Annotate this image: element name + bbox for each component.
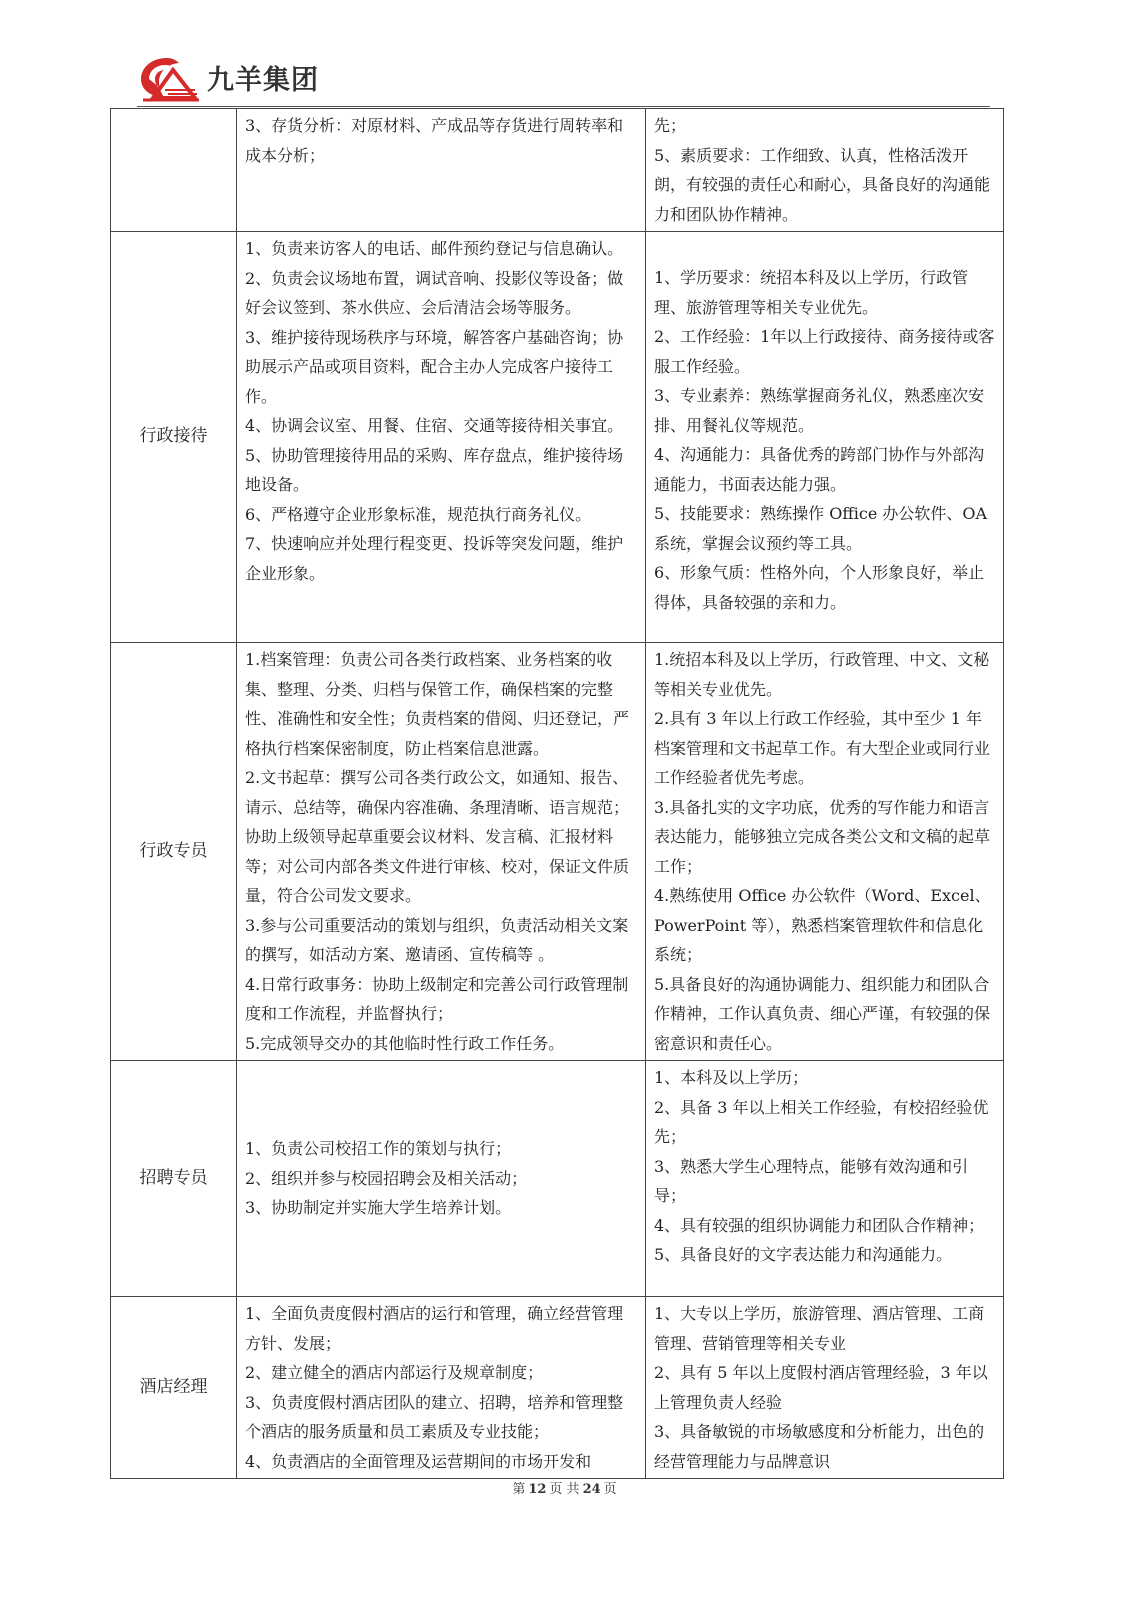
table-row bbox=[111, 1297, 1004, 1479]
job-duties-cell bbox=[237, 1061, 646, 1297]
duty-item: 7、快速响应并处理行程变更、投诉等突发问题，维护企业形象。 bbox=[245, 534, 624, 583]
requirement-item: 3、熟悉大学生心理特点，能够有效沟通和引导； bbox=[654, 1156, 969, 1205]
duty-item: 4.日常行政事务：协助上级制定和完善公司行政管理制度和工作流程，并监督执行； bbox=[245, 974, 629, 1023]
duty-item: 2、负责会议场地布置，调试音响、投影仪等设备；做好会议签到、茶水供应、会后清洁会场等服务。 bbox=[245, 268, 624, 317]
requirement-item: 3.具备扎实的文字功底，优秀的写作能力和语言表达能力，能够独立完成各类公文和文稿的起草工作； bbox=[654, 797, 991, 876]
requirement-item: 3、具备敏锐的市场敏感度和分析能力，出色的经营管理能力与品牌意识 bbox=[654, 1422, 985, 1471]
requirement-item: 1、大专以上学历，旅游管理、酒店管理、工商管理、营销管理等相关专业 bbox=[654, 1304, 985, 1353]
duty-item: 3、存货分析：对原材料、产成品等存货进行周转率和成本分析； bbox=[245, 116, 624, 165]
requirement-item: 5、具备良好的文字表达能力和沟通能力。 bbox=[654, 1245, 953, 1264]
footer-prefix: 第 bbox=[512, 1482, 526, 1497]
duty-item: 2、组织并参与校园招聘会及相关活动； bbox=[245, 1168, 528, 1188]
duty-item: 1、负责公司校招工作的策划与执行； bbox=[245, 1139, 512, 1159]
requirement-item: 4、沟通能力：具备优秀的跨部门协作与外部沟通能力，书面表达能力强。 bbox=[654, 445, 985, 494]
job-requirements-cell bbox=[646, 643, 1004, 1061]
requirement-item: 1、本科及以上学历； bbox=[654, 1068, 809, 1087]
job-requirements-cell bbox=[646, 232, 1004, 643]
requirement-item: 5、素质要求：工作细致、认真，性格活泼开朗，有较强的责任心和耐心，具备良好的沟通能力和团队协作精神。 bbox=[654, 145, 991, 224]
job-title-cell: 行政接待 bbox=[111, 232, 237, 643]
header-divider bbox=[137, 106, 990, 107]
job-duties-cell bbox=[237, 109, 646, 232]
requirement-item: 2、工作经验：1年以上行政接待、商务接待或客服工作经验。 bbox=[654, 327, 995, 376]
duty-item: 5、协助管理接待用品的采购、库存盘点，维护接待场地设备。 bbox=[245, 445, 624, 494]
table-row bbox=[111, 643, 1004, 1061]
total-page-count: 24 bbox=[582, 1482, 601, 1497]
duty-item: 4、协调会议室、用餐、住宿、交通等接待相关事宜。 bbox=[245, 416, 624, 435]
table-row bbox=[111, 109, 1004, 232]
requirement-item: 2.具有 3 年以上行政工作经验，其中至少 1 年档案管理和文书起草工作。有大型企业或同行业工作经验者优先考虑。 bbox=[654, 709, 991, 787]
job-title-cell: 酒店经理 bbox=[111, 1297, 237, 1479]
duty-item: 1、负责来访客人的电话、邮件预约登记与信息确认。 bbox=[245, 239, 624, 258]
job-title-cell: 招聘专员 bbox=[111, 1061, 237, 1297]
duty-item: 4、负责酒店的全面管理及运营期间的市场开发和 bbox=[245, 1451, 592, 1471]
duty-item: 3、维护接待现场秩序与环境，解答客户基础咨询；协助展示产品或项目资料，配合主办人完成客户接待工作。 bbox=[245, 327, 624, 406]
duty-item: 3.参与公司重要活动的策划与组织，负责活动相关文案的撰写，如活动方案、邀请函、宣传稿等 。 bbox=[245, 915, 629, 964]
requirement-item: 2、具有 5 年以上度假村酒店管理经验，3 年以上管理负责人经验 bbox=[654, 1363, 988, 1412]
requirement-item: 3、专业素养：熟练掌握商务礼仪，熟悉座次安排、用餐礼仪等规范。 bbox=[654, 386, 985, 435]
requirement-item: 6、形象气质：性格外向，个人形象良好，举止得体，具备较强的亲和力。 bbox=[654, 563, 985, 612]
requirement-item: 1、学历要求：统招本科及以上学历，行政管理、旅游管理等相关专业优先。 bbox=[654, 268, 969, 317]
duty-item: 5.完成领导交办的其他临时性行政工作任务。 bbox=[245, 1033, 565, 1053]
page-header bbox=[137, 52, 990, 106]
footer-middle: 页 共 bbox=[549, 1482, 580, 1497]
job-duties-cell bbox=[237, 643, 646, 1061]
page-footer bbox=[0, 1478, 1129, 1497]
job-title-cell: 行政专员 bbox=[111, 643, 237, 1061]
requirement-item: 1.统招本科及以上学历，行政管理、中文、文秘等相关专业优先。 bbox=[654, 650, 990, 699]
job-table bbox=[110, 108, 1004, 1479]
duty-item: 1.档案管理：负责公司各类行政档案、业务档案的收集、整理、分类、归档与保管工作，确保档案的完整性、准确性和安全性；负责档案的借阅、归还登记，严格执行档案保密制度，防止档案信息泄露。 bbox=[245, 650, 630, 758]
company-logo-icon bbox=[137, 52, 203, 104]
duty-item: 3、负责度假村酒店团队的建立、招聘，培养和管理整个酒店的服务质量和员工素质及专业技能； bbox=[245, 1392, 624, 1441]
table-row bbox=[111, 232, 1004, 643]
requirement-item: 5、技能要求：熟练操作 Office 办公软件、OA 系统，掌握会议预约等工具。 bbox=[654, 504, 988, 553]
table-row bbox=[111, 1061, 1004, 1297]
requirement-item: 2、具备 3 年以上相关工作经验，有校招经验优先； bbox=[654, 1097, 989, 1146]
company-name: 九羊集团 bbox=[207, 65, 319, 96]
requirement-item: 先； bbox=[654, 116, 687, 135]
duty-item: 3、协助制定并实施大学生培养计划。 bbox=[245, 1198, 512, 1218]
job-requirements-cell bbox=[646, 1297, 1004, 1479]
duty-item: 6、严格遵守企业形象标准，规范执行商务礼仪。 bbox=[245, 504, 592, 524]
job-duties-cell bbox=[237, 232, 646, 643]
requirement-item: 5.具备良好的沟通协调能力、组织能力和团队合作精神，工作认真负责、细心严谨，有较强的保密意识和责任心。 bbox=[654, 974, 991, 1053]
job-title-cell bbox=[111, 109, 237, 232]
requirement-item: 4、具有较强的组织协调能力和团队合作精神； bbox=[654, 1215, 985, 1235]
job-duties-cell bbox=[237, 1297, 646, 1479]
requirement-item: 4.熟练使用 Office 办公软件（Word、Excel、PowerPoint 等），熟悉档案管理软件和信息化系统； bbox=[654, 886, 991, 964]
duty-item: 2.文书起草：撰写公司各类行政公文，如通知、报告、请示、总结等，确保内容准确、条理清晰、语言规范；协助上级领导起草重要会议材料、发言稿、汇报材料等；对公司内部各类文件进行审核、校对，保证文件质量，符合公司发文要求。 bbox=[245, 768, 630, 905]
job-requirements-cell bbox=[646, 1061, 1004, 1297]
current-page-number: 12 bbox=[528, 1482, 547, 1497]
footer-suffix: 页 bbox=[603, 1482, 617, 1497]
duty-item: 1、全面负责度假村酒店的运行和管理，确立经营管理方针、发展； bbox=[245, 1304, 624, 1353]
job-requirements-cell bbox=[646, 109, 1004, 232]
duty-item: 2、建立健全的酒店内部运行及规章制度； bbox=[245, 1363, 544, 1382]
